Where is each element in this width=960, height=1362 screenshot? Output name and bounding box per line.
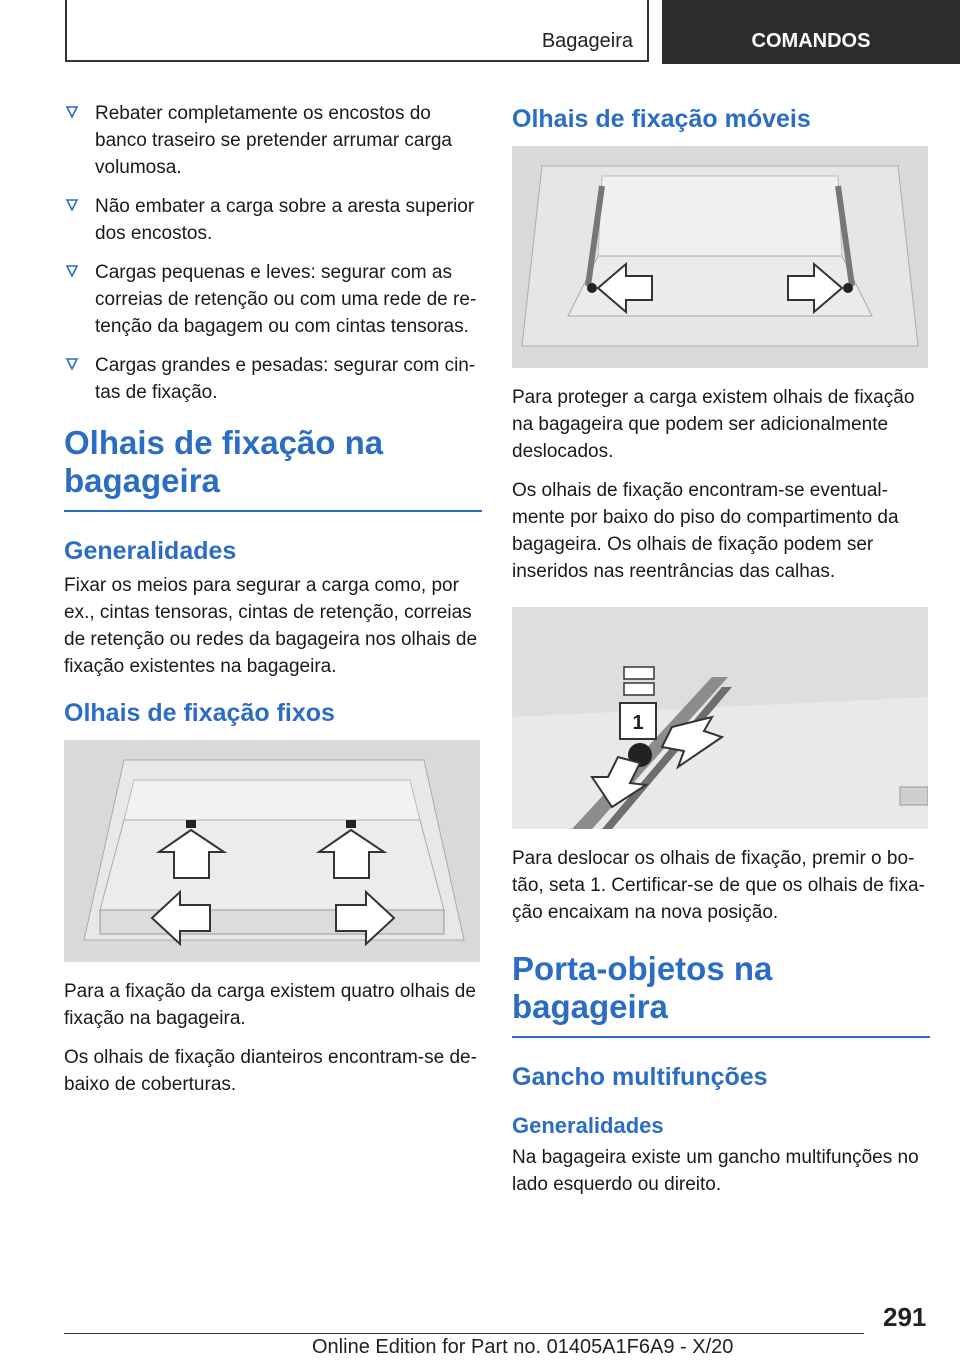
rail-button-figure (512, 607, 928, 829)
subsection-heading: Olhais de fixação móveis (512, 105, 811, 133)
page-header (0, 0, 960, 66)
bullet-text: Cargas pequenas e leves: segurar com as correias de retenção ou com uma rede de retenção da bagagem ou com cintas tensoras. (95, 262, 477, 337)
triangle-bullet-icon (64, 356, 80, 374)
list-item (64, 259, 482, 340)
section-heading: Porta-objetos na bagageira (512, 950, 930, 1038)
subsection-heading: Gancho multifunções (512, 1063, 768, 1091)
paragraph: Os olhais de fixação dianteiros encontram-se debaixo de coberturas. (64, 1047, 477, 1095)
fixed-tie-down-figure (64, 740, 480, 962)
trunk-rails-illustration (512, 146, 928, 368)
paragraph: Para proteger a carga existem olhais de fixação na bagageira que podem ser adicionalmente deslocados. (512, 387, 915, 462)
bullet-text: Não embater a carga sobre a aresta superior dos encostos. (95, 196, 475, 244)
rail-closeup-illustration (512, 607, 928, 829)
bullet-text: Cargas grandes e pesadas: segurar com cintas de fixação. (95, 355, 476, 403)
right-column (512, 100, 930, 1210)
subsection-heading: Olhais de fixação fixos (64, 699, 335, 727)
page-number: 291 (883, 1302, 927, 1332)
list-item (64, 100, 482, 181)
paragraph: Os olhais de fixação encontram-se eventualmente por baixo do piso do compartimento da bagageira. Os olhais de fixação podem ser inseridos nas reentrâncias das calhas. (512, 480, 899, 582)
subsubsection-heading: Generalidades (512, 1113, 664, 1138)
section-title: Bagageira (541, 30, 633, 52)
paragraph: Para a fixação da carga existem quatro olhais de fixação na bagageira. (64, 981, 476, 1029)
paragraph: Na bagageira existe um gancho multifunções no lado esquerdo ou direito. (512, 1147, 919, 1195)
trunk-illustration (64, 740, 480, 962)
triangle-bullet-icon (64, 197, 80, 215)
subsection-heading: Generalidades (64, 537, 237, 565)
triangle-bullet-icon (64, 263, 80, 281)
list-item (64, 352, 482, 406)
section-heading: Olhais de fixação na bagageira (64, 424, 482, 512)
paragraph: Para deslocar os olhais de fixação, premir o botão, seta 1. Certificar-se de que os olhais de fixação encaixam na nova posição. (512, 848, 925, 923)
paragraph: Fixar os meios para segurar a carga como, por ex., cintas tensoras, cintas de retenção, correias de retenção ou redes da bagageira nos olhais de fixação existentes na bagageira. (64, 575, 478, 677)
header-section-box (65, 0, 649, 62)
mobile-tie-down-figure (512, 146, 928, 368)
footer-divider (64, 1333, 864, 1334)
left-column (64, 100, 482, 1110)
bullet-text: Rebater completamente os encostos do banco traseiro se pretender arrumar carga volumosa. (95, 103, 452, 178)
callout-number: 1 (632, 712, 644, 734)
triangle-bullet-icon (64, 104, 80, 122)
chapter-tab: COMANDOS (662, 0, 960, 64)
bullet-list (64, 100, 482, 406)
edition-note: Online Edition for Part no. 01405A1F6A9 - X/20 (312, 1336, 734, 1358)
list-item (64, 193, 482, 247)
